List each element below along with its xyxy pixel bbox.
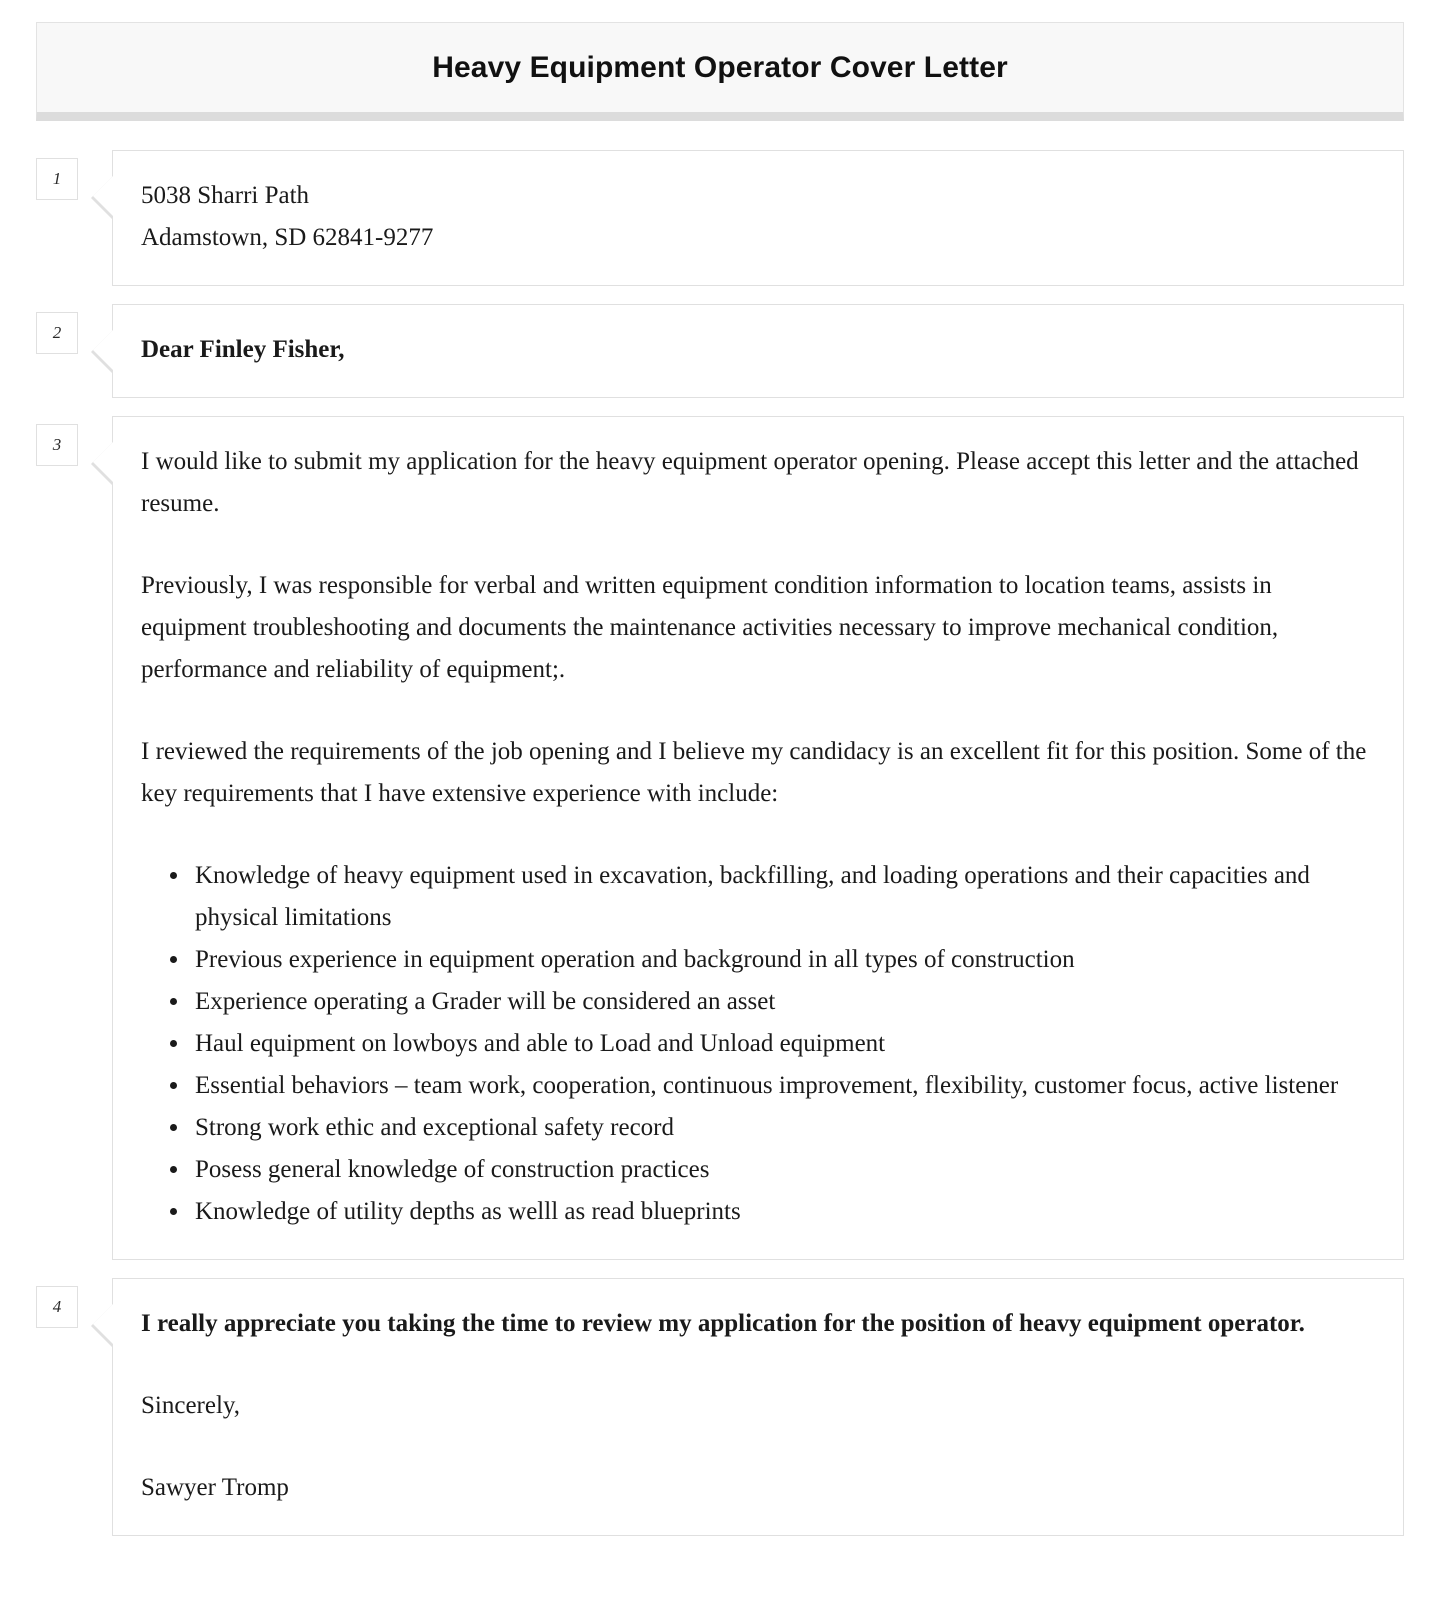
page-title: Heavy Equipment Operator Cover Letter	[432, 50, 1008, 84]
body-paragraph: Previously, I was responsible for verbal and written equipment condition information to location teams, assists in equipment troubleshooting and documents the maintenance activities necessary to improve mechanical condition, performance and reliability of equipment;.	[141, 572, 1279, 683]
list-item: • Knowledge of utility depths as welll as read blueprints	[191, 1191, 1375, 1233]
address-block[interactable]	[112, 150, 1404, 286]
body-paragraph: I would like to submit my application for the heavy equipment operator opening. Please accept this letter and the attached resume.	[141, 448, 1359, 517]
document-header	[36, 22, 1404, 121]
address-line: 5038 Sharri Path	[141, 182, 310, 209]
list-item: • Posess general knowledge of construction practices	[191, 1149, 1375, 1191]
list-item: • Previous experience in equipment operation and background in all types of construction	[191, 939, 1375, 981]
signature-name: Sawyer Tromp	[141, 1474, 289, 1501]
list-item: • Strong work ethic and exceptional safety record	[191, 1107, 1375, 1149]
block-row	[36, 304, 1404, 398]
address-line: Adamstown, SD 62841-9277	[141, 224, 434, 251]
list-item: • Essential behaviors – team work, cooperation, continuous improvement, flexibility, customer focus, active listener	[191, 1065, 1375, 1107]
block-number-1[interactable]: 1	[36, 158, 78, 200]
block-row	[36, 416, 1404, 1260]
closing-paragraph: I really appreciate you taking the time to review my application for the position of heavy equipment operator.	[141, 1310, 1305, 1337]
cover-letter-page	[0, 22, 1440, 1536]
body-paragraph: I reviewed the requirements of the job opening and I believe my candidacy is an excellent fit for this position. Some of the key requirements that I have extensive experience with include:	[141, 738, 1367, 807]
list-item: • Knowledge of heavy equipment used in excavation, backfilling, and loading operations and their capacities and physical limitations	[191, 855, 1375, 939]
block-list	[36, 150, 1404, 1536]
block-number-2[interactable]: 2	[36, 312, 78, 354]
block-row	[36, 150, 1404, 286]
block-number-4[interactable]: 4	[36, 1286, 78, 1328]
block-row	[36, 1278, 1404, 1536]
salutation-block[interactable]	[112, 304, 1404, 398]
body-block[interactable]	[112, 416, 1404, 1260]
list-item: • Haul equipment on lowboys and able to Load and Unload equipment	[191, 1023, 1375, 1065]
salutation-text: Dear Finley Fisher,	[141, 336, 345, 363]
requirements-list	[141, 855, 1375, 1233]
signoff-text: Sincerely,	[141, 1392, 241, 1419]
closing-block[interactable]	[112, 1278, 1404, 1536]
block-number-3[interactable]: 3	[36, 424, 78, 466]
list-item: • Experience operating a Grader will be considered an asset	[191, 981, 1375, 1023]
